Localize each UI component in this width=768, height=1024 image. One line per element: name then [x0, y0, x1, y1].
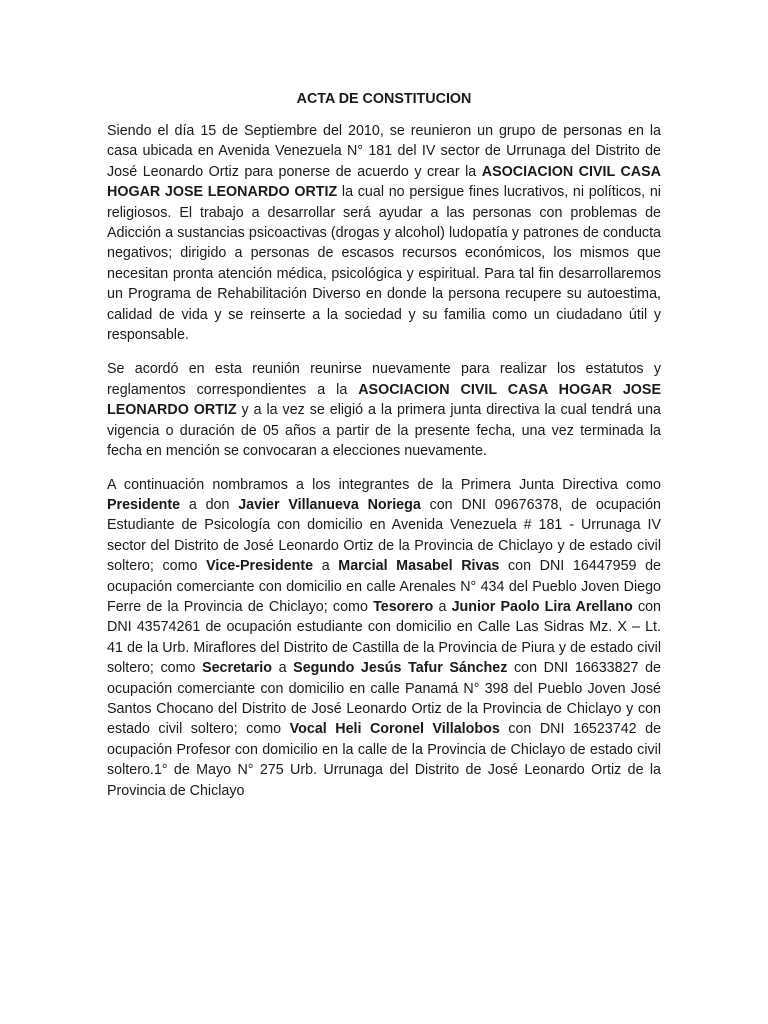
text-run: Se acordó en esta reunión reunirse nuevamente para realizar los estatutos y reglamentos correspondientes a la [107, 361, 661, 398]
association-name: ASOCIACION CIVIL CASA HOGAR JOSE LEONARDO ORTIZ [107, 381, 661, 419]
member-name: Marcial Masabel Rivas [338, 558, 500, 575]
text-run: a [272, 660, 294, 677]
role-secretary: Secretario [202, 660, 272, 677]
paragraph-founding [107, 121, 661, 345]
member-name: Segundo Jesús Tafur Sánchez [293, 660, 508, 677]
document-title: ACTA DE CONSTITUCION [296, 91, 472, 107]
role-vice-president: Vice-Presidente [206, 558, 314, 575]
text-run: A continuación nombramos a los integrantes de la Primera Junta Directiva como [107, 476, 661, 493]
paragraph-board-members [107, 475, 661, 802]
member-name: Javier Villanueva Noriega [238, 496, 421, 513]
text-run: a don [180, 496, 239, 513]
text-run: con DNI 43574261 de ocupación estudiante con domicilio en Calle Las Sidras Mz. X – Lt. 41 de la Urb. Miraflores del Distrito de Castilla de la Provincia de Piura y de estado civil soltero; como [107, 598, 661, 677]
text-run: a [433, 598, 452, 615]
text-run: con DNI 16633827 de ocupación comerciante con domicilio en calle Panamá N° 398 del Pueblo Joven José Santos Chocano del Distrito de José Leonardo Ortiz de la Provincia de Chiclayo y con estado civil soltero; como [107, 660, 661, 738]
role-president: Presidente [107, 496, 181, 513]
text-run: con DNI 09676378, de ocupación Estudiante de Psicología con domicilio en Avenida Venezuela # 181 - Urrunaga IV sector del Distrito de José Leonardo Ortiz de la Provincia de Chiclayo y de estado civil soltero; como [107, 496, 661, 575]
text-run: con DNI 16523742 de ocupación Profesor con domicilio en la calle de la Provincia de Chiclayo de estado civil soltero.1° de Mayo N° 275 Urb. Urrunaga del Distrito de José Leonardo Ortiz de la Provincia de Chiclayo [107, 721, 662, 799]
text-run: Siendo el día 15 de Septiembre del 2010, se reunieron un grupo de personas en la casa ubicada en Avenida Venezuela N° 181 del IV sector de Urrunaga del Distrito de José Leonardo Ortiz para ponerse de acuerdo y crear la [107, 123, 661, 180]
document-body [107, 89, 661, 815]
member-name: Junior Paolo Lira Arellano [451, 598, 633, 615]
role-treasurer: Tesorero [373, 598, 434, 615]
text-run: a [313, 558, 339, 575]
text-run: y a la vez se eligió a la primera junta directiva la cual tendrá una vigencia o duración de 05 años a partir de la presente fecha, una vez terminada la fecha en mención se convocaran a elecciones nuevamente. [107, 402, 661, 460]
association-name: ASOCIACION CIVIL CASA HOGAR JOSE LEONARDO ORTIZ [107, 163, 661, 201]
role-vocal-member-name: Vocal Heli Coronel Villalobos [289, 721, 500, 738]
paragraph-agreement [107, 359, 661, 461]
text-run: con DNI 16447959 de ocupación comerciante con domicilio en calle Arenales N° 434 del Pueblo Joven Diego Ferre de la Provincia de Chiclayo; como [107, 558, 662, 615]
text-run: la cual no persigue fines lucrativos, ni políticos, ni religiosos. El trabajo a desarrollar será ayudar a las personas con problemas de Adicción a sustancias psicoactivas (drogas y alcohol) ludopatía y patrones de conducta negativos; dirigido a personas de escasos recursos económicos, los mismos que necesitan pronta atención médica, psicológica y espiritual. Para tal fin desarrollaremos un Programa de Rehabilitación Diverso en donde la persona recupere su autoestima, calidad de vida y se reinserte a la sociedad y su familia como un ciudadano útil y responsable. [107, 184, 661, 344]
